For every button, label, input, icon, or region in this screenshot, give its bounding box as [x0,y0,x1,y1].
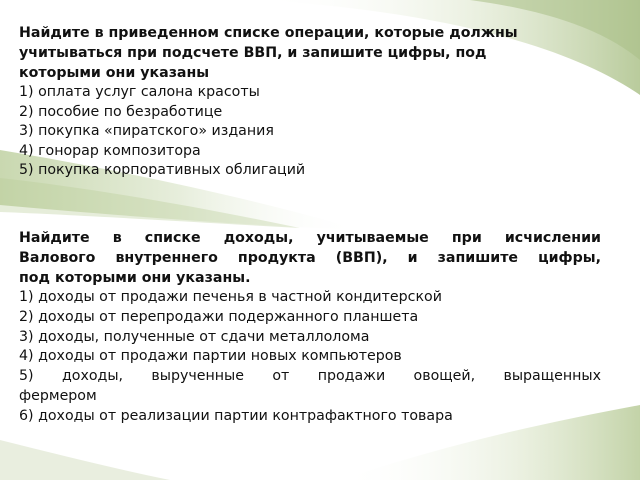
list-item: 1) оплата услуг салона красоты [19,84,260,100]
list-item: 1) доходы от продажи печенья в частной кондитерской [19,289,442,305]
list-item: 2) пособие по безработице [19,103,223,120]
task-2-heading-line: под которыми они указаны. [19,270,251,286]
task-1-heading-line: Найдите в приведенном списке операции, которые должны [19,25,518,41]
task-2-heading-line: Найдите в списке доходы, учитываемые при исчислении [19,230,601,246]
list-item: 2) доходы от перепродажи подержанного планшета [19,308,419,325]
list-item: 4) доходы от продажи партии новых компьютеров [19,348,402,365]
task-2-heading-line: Валового внутреннего продукта (ВВП), и запишите цифры, [19,250,601,266]
task-1-heading [19,23,604,83]
task-2-heading [19,228,601,288]
list-item: 5) покупка корпоративных облигаций [19,162,306,179]
task-1 [19,23,604,181]
list-item: 6) доходы от реализации партии контрафактного товара [19,407,453,424]
list-item: 3) покупка «пиратского» издания [19,123,274,140]
list-item [19,367,601,407]
list-item-line: 5) доходы, вырученные от продажи овощей, выращенных [19,368,601,385]
task-1-list [19,83,604,181]
list-item: 3) доходы, полученные от сдачи металлолома [19,328,370,345]
task-1-heading-line: учитываться при подсчете ВВП, и запишите цифры, под [19,45,487,61]
list-item-line: фермером [19,387,97,404]
task-1-heading-line: которыми они указаны [19,65,210,81]
task-2 [19,228,601,427]
list-item: 4) гонорар композитора [19,142,201,159]
task-2-list [19,288,601,427]
